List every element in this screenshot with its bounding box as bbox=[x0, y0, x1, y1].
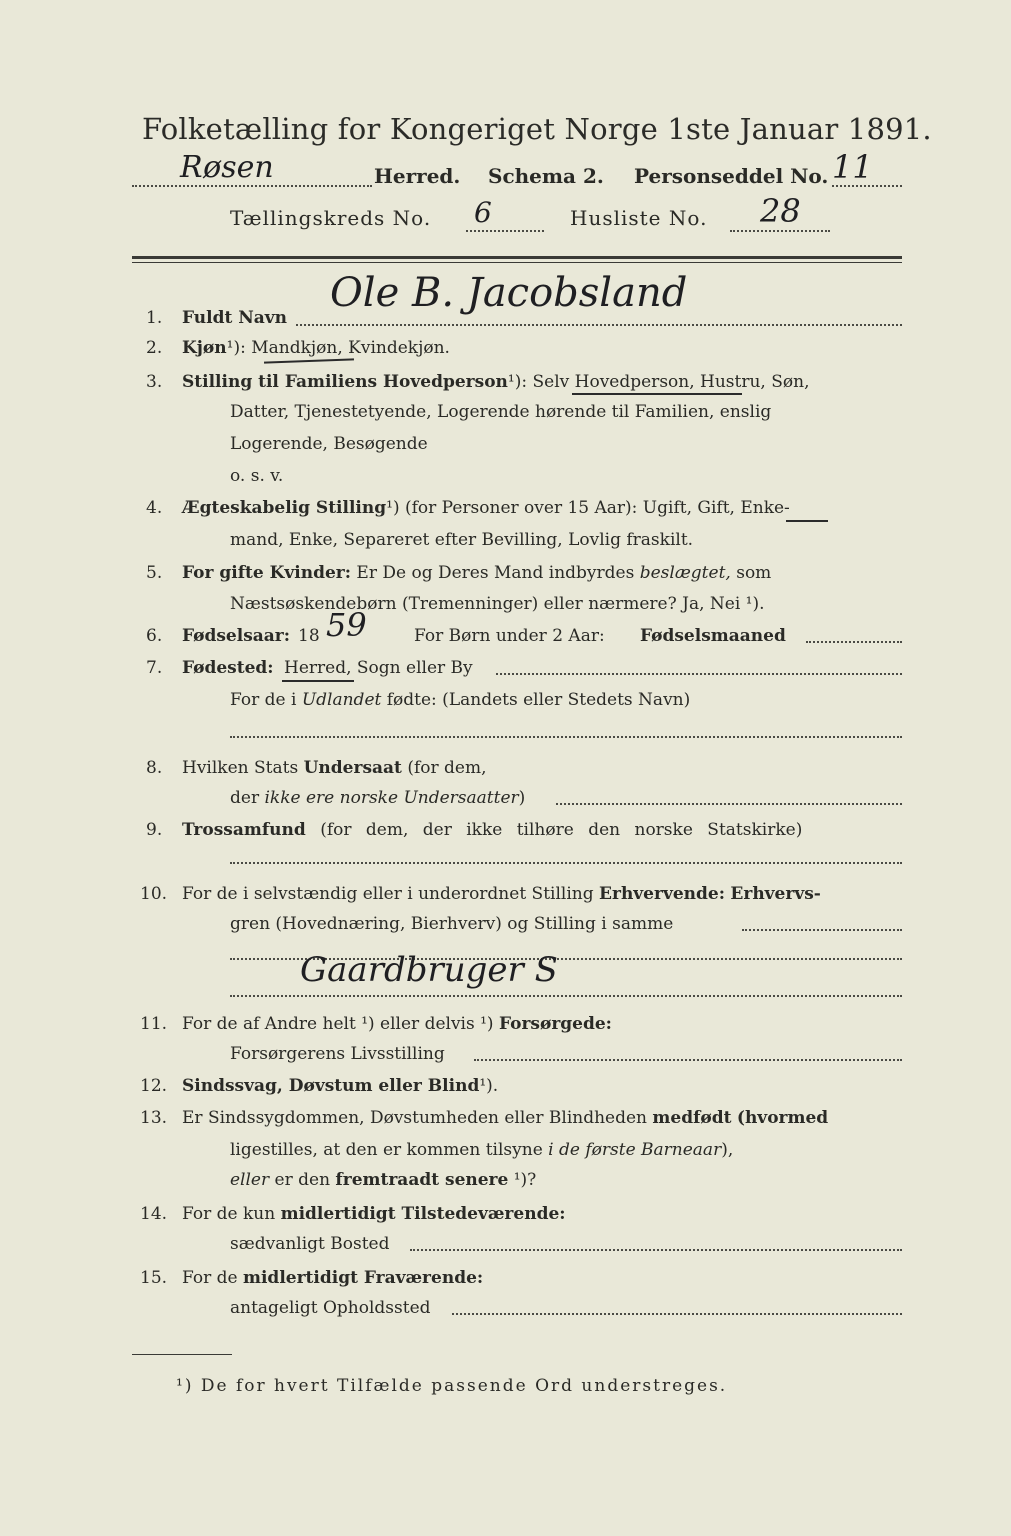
provider-dots bbox=[474, 1059, 902, 1061]
item-label: Fuldt Navn bbox=[182, 308, 288, 328]
item-label: For gifte Kvinder: bbox=[182, 563, 352, 583]
item-14-line bbox=[182, 1204, 566, 1224]
herred-value: Røsen bbox=[180, 150, 274, 185]
citizenship-dots bbox=[556, 803, 902, 805]
occupation-dots-1 bbox=[742, 929, 902, 931]
item-italic: beslægtet, bbox=[639, 563, 731, 583]
item-text-2: For Børn under 2 Aar: bbox=[414, 626, 605, 646]
item-text: (for dem, bbox=[407, 758, 487, 778]
item-8-line bbox=[182, 758, 486, 778]
item-label: Kjøn bbox=[182, 338, 227, 358]
item-label: midlertidigt Tilstedeværende: bbox=[280, 1204, 566, 1224]
item-text: 18 bbox=[298, 626, 320, 646]
item-label-2: Fødselsmaaned bbox=[640, 626, 786, 646]
item-5-line bbox=[182, 563, 771, 583]
form-title: Folketælling for Kongeriget Norge 1ste Januar 1891. bbox=[142, 112, 932, 146]
birthyear-value: 59 bbox=[326, 606, 367, 644]
item-number: 3. bbox=[146, 372, 163, 392]
item-text: For de af Andre helt ¹) eller delvis ¹) bbox=[182, 1014, 494, 1034]
item-11-line bbox=[182, 1014, 612, 1034]
item-line-2-italic: ikke ere norske Undersaatter bbox=[264, 788, 519, 808]
item-text: Herred, Sogn eller By bbox=[284, 658, 473, 678]
item-number: 7. bbox=[146, 658, 163, 678]
husliste-dots bbox=[730, 230, 830, 232]
item-text: Er De og Deres Mand indbyrdes bbox=[356, 563, 635, 583]
item-line-2-pre: For de i bbox=[230, 690, 297, 710]
footnote: ¹) De for hvert Tilfælde passende Ord understreges. bbox=[176, 1376, 728, 1396]
husliste-value: 28 bbox=[760, 192, 801, 230]
item-text: ¹) (for Personer over 15 Aar): Ugift, Gift, Enke- bbox=[386, 498, 790, 518]
herred-label: Herred. bbox=[374, 164, 461, 188]
item-15-line bbox=[182, 1268, 483, 1288]
item-text: ¹): Mandkjøn, Kvindekjøn. bbox=[226, 338, 450, 358]
item-line-3-post: ¹)? bbox=[513, 1170, 537, 1190]
item-8-line-2 bbox=[230, 788, 525, 808]
item-line-2: gren (Hovednæring, Bierhverv) og Stilling i samme bbox=[230, 914, 674, 934]
item-line-2-italic: Udlandet bbox=[301, 690, 382, 710]
item-label: medfødt bbox=[652, 1108, 732, 1128]
underline-gift bbox=[786, 520, 828, 522]
item-label: Fødested: bbox=[182, 658, 274, 678]
item-2-line bbox=[182, 338, 450, 358]
name-dots bbox=[296, 324, 902, 326]
underline-selv bbox=[572, 393, 742, 395]
item-line-2: sædvanligt Bosted bbox=[230, 1234, 390, 1254]
personseddel-value: 11 bbox=[832, 148, 873, 186]
item-text: For de kun bbox=[182, 1204, 276, 1224]
item-line-2: antageligt Opholdssted bbox=[230, 1298, 431, 1318]
item-text: ¹). bbox=[479, 1076, 499, 1096]
item-number: 12. bbox=[140, 1076, 168, 1096]
stay-dots bbox=[452, 1313, 902, 1315]
item-line-2: Næstsøskendebørn (Tremenninger) eller nærmere? Ja, Nei ¹). bbox=[230, 594, 765, 614]
item-line-2-post: ) bbox=[518, 788, 526, 808]
item-line-3-pre: er den bbox=[274, 1170, 331, 1190]
taellingskreds-label: Tællingskreds No. bbox=[230, 206, 432, 230]
taellingskreds-dots bbox=[466, 230, 544, 232]
item-number: 15. bbox=[140, 1268, 168, 1288]
item-number: 8. bbox=[146, 758, 163, 778]
item-number: 11. bbox=[140, 1014, 168, 1034]
item-number: 6. bbox=[146, 626, 163, 646]
birthplace-dots bbox=[496, 673, 902, 675]
item-number: 4. bbox=[146, 498, 163, 518]
item-label: Ægteskabelig Stilling bbox=[182, 498, 387, 518]
item-text: ¹): Selv Hovedperson, Hustru, Søn, bbox=[507, 372, 810, 392]
item-9-line bbox=[182, 820, 802, 840]
item-line-2-post: ), bbox=[721, 1140, 734, 1160]
religion-dots bbox=[230, 862, 902, 864]
residence-dots bbox=[410, 1249, 902, 1251]
occupation-dots-3 bbox=[230, 995, 902, 997]
item-3-line bbox=[182, 372, 809, 392]
personseddel-dots bbox=[832, 185, 902, 187]
item-label: Fødselsaar: bbox=[182, 626, 291, 646]
item-text: Er Sindssygdommen, Døvstumheden eller Blindheden bbox=[182, 1108, 647, 1128]
underline-mandkjon bbox=[264, 358, 354, 363]
item-label: midlertidigt Fraværende: bbox=[242, 1268, 484, 1288]
item-line-2: mand, Enke, Separeret efter Bevilling, Lovlig fraskilt. bbox=[230, 530, 694, 550]
header-rule-thin bbox=[132, 262, 902, 263]
item-number: 10. bbox=[140, 884, 168, 904]
item-13-line bbox=[182, 1108, 828, 1128]
item-label-pre: Hvilken Stats bbox=[182, 758, 299, 778]
schema-label: Schema 2. bbox=[488, 164, 604, 188]
item-label: Stilling til Familiens Hovedperson bbox=[182, 372, 508, 392]
herred-dots bbox=[132, 185, 372, 187]
item-label-2: Erhvervs- bbox=[730, 884, 821, 904]
item-line-3-italic: eller bbox=[230, 1170, 270, 1190]
item-line-2-pre: der bbox=[230, 788, 260, 808]
personseddel-label: Personseddel No. bbox=[634, 164, 829, 188]
husliste-label: Husliste No. bbox=[570, 206, 708, 230]
item-label: Forsørgede: bbox=[498, 1014, 612, 1034]
item-text: (for dem, der ikke tilhøre den norske Statskirke) bbox=[320, 820, 803, 840]
birthmonth-dots bbox=[806, 641, 902, 643]
item-line-2: Datter, Tjenestetyende, Logerende hørende til Familien, enslig bbox=[230, 402, 772, 422]
item-line-3-label: fremtraadt senere bbox=[335, 1170, 509, 1190]
item-line-2-italic: i de første Barneaar bbox=[548, 1140, 722, 1160]
item-label: Trossamfund bbox=[182, 820, 306, 840]
footnote-rule bbox=[132, 1354, 232, 1355]
item-text-end: som bbox=[736, 563, 772, 583]
item-line-4: o. s. v. bbox=[230, 466, 284, 486]
item-label: Undersaat bbox=[303, 758, 402, 778]
taellingskreds-value: 6 bbox=[474, 196, 492, 229]
item-number: 9. bbox=[146, 820, 163, 840]
name-value: Ole B. Jacobsland bbox=[330, 270, 688, 316]
item-label: Sindssvag, Døvstum eller Blind bbox=[182, 1076, 480, 1096]
item-4-line bbox=[182, 498, 790, 518]
item-line-2-pre: ligestilles, at den er kommen tilsyne bbox=[230, 1140, 543, 1160]
occupation-value: Gaardbruger S bbox=[300, 950, 558, 990]
item-number: 13. bbox=[140, 1108, 168, 1128]
item-line-3: Logerende, Besøgende bbox=[230, 434, 428, 454]
header-rule bbox=[132, 256, 902, 259]
item-label: Erhvervende: bbox=[599, 884, 725, 904]
item-number: 5. bbox=[146, 563, 163, 583]
item-13-line-3 bbox=[230, 1170, 536, 1190]
item-text: For de i selvstændig eller i underordnet Stilling bbox=[182, 884, 594, 904]
underline-herred bbox=[282, 680, 354, 682]
abroad-dots bbox=[230, 736, 902, 738]
item-number: 1. bbox=[146, 308, 163, 328]
item-label-2: (hvormed bbox=[736, 1108, 829, 1128]
item-number: 14. bbox=[140, 1204, 168, 1224]
item-line-2-post: fødte: (Landets eller Stedets Navn) bbox=[386, 690, 691, 710]
item-7-line-2 bbox=[230, 690, 690, 710]
item-13-line-2 bbox=[230, 1140, 733, 1160]
item-number: 2. bbox=[146, 338, 163, 358]
item-text: For de bbox=[182, 1268, 238, 1288]
item-12-line bbox=[182, 1076, 498, 1096]
item-line-2: Forsørgerens Livsstilling bbox=[230, 1044, 445, 1064]
item-10-line bbox=[182, 884, 821, 904]
